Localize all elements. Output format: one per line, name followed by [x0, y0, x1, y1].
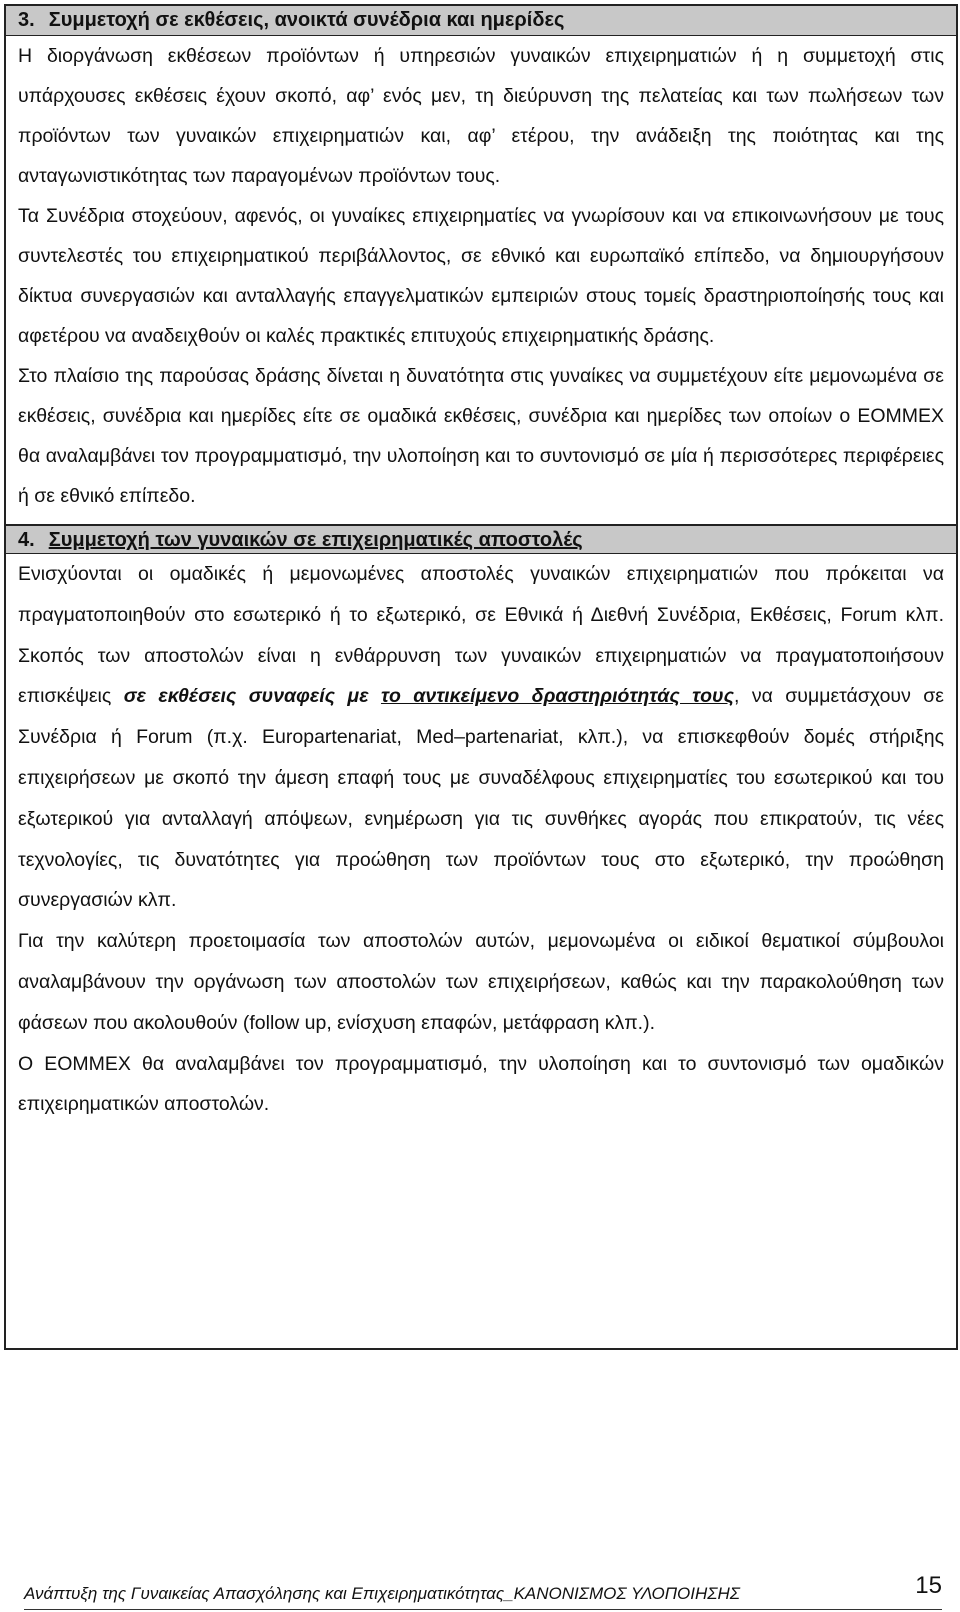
document-frame	[4, 4, 958, 1350]
section-4-emphasis-activity: το αντικείμενο δραστηριότητάς τους	[380, 685, 734, 708]
section-3-header	[6, 6, 956, 36]
footer-divider	[24, 1609, 942, 1610]
section-3-paragraph-1: Η διοργάνωση εκθέσεων προϊόντων ή υπηρεσιών γυναικών επιχειρηματιών ή η συμμετοχή στις υπάρχουσες εκθέσεις έχουν σκοπό, αφ’ ενός μεν, τη διεύρυνση της πελατείας και των πωλήσεων των προϊόντων των γυναικών επιχειρηματιών και, αφ’ ετέρου, την ανάδειξη της ποιότητας και της ανταγωνιστικότητας των παραγομένων προϊόντων τους.	[18, 45, 944, 187]
section-3-number: 3.	[18, 9, 35, 31]
section-3-body	[6, 36, 956, 524]
section-4-header	[6, 524, 956, 554]
section-4-paragraph-3: Ο ΕΟΜΜΕΧ θα αναλαμβάνει τον προγραμματισμό, την υλοποίηση και το συντονισμό των ομαδικών επιχειρηματικών αποστολών.	[18, 1052, 944, 1116]
page-footer	[24, 1570, 942, 1610]
section-3-title: Συμμετοχή σε εκθέσεις, ανοικτά συνέδρια και ημερίδες	[48, 9, 565, 31]
section-4-title: Συμμετοχή των γυναικών σε επιχειρηματικές αποστολές	[48, 529, 583, 551]
footer-title: Ανάπτυξη της Γυναικείας Απασχόλησης και Επιχειρηματικότητας_ΚΑΝΟΝΙΣΜΟΣ ΥΛΟΠΟΙΗΣΗΣ	[24, 1584, 740, 1603]
page-number: 15	[915, 1572, 942, 1599]
section-4-paragraph-2: Για την καλύτερη προετοιμασία των αποστολών αυτών, μεμονωμένα οι ειδικοί θεματικοί σύμβουλοι αναλαμβάνουν την οργάνωση των αποστολών των επιχειρήσεων, καθώς και την παρακολούθηση των φάσεων που ακολουθούν (follow up, ενίσχυση επαφών, μετάφραση κλπ.).	[18, 930, 944, 1034]
section-3-paragraph-2: Τα Συνέδρια στοχεύουν, αφενός, οι γυναίκες επιχειρηματίες να γνωρίσουν και να επικοινωνήσουν με τους συντελεστές του επιχειρηματικού περιβάλλοντος, σε εθνικό και ευρωπαϊκό επίπεδο, να δημιουργήσουν δίκτυα συνεργασιών και ανταλλαγής επαγγελματικών εμπειριών στους τομείς δραστηριοποίησής τους και αφετέρου να αναδειχθούν οι καλές πρακτικές επιτυχούς επιχειρηματικής δράσης.	[18, 205, 944, 347]
section-4-paragraph-1-start: Ενισχύονται οι ομαδικές ή μεμονωμένες αποστολές γυναικών επιχειρηματιών που πρόκειται να πραγματοποιηθούν στο εσωτερικό ή το εξωτερικό, σε Εθνικά ή Διεθνή Συνέδρια, Εκθέσεις, Forum κλπ. Σκοπός των αποστολών είναι η ενθάρρυνση των γυναικών επιχειρηματιών να πραγματοποιήσουν επισκέψεις	[18, 563, 944, 708]
section-4-number: 4.	[18, 529, 35, 551]
section-4-paragraph-1-end: , να συμμετάσχουν σε Συνέδρια ή Forum (π.χ. Europartenariat, Med–partenariat, κλπ.), να επισκεφθούν δομές στήριξης επιχειρήσεων με σκοπό την άμεση επαφή τους με συναδέλφους επιχειρηματίες του εσωτερικού και του εξωτερικού για ανταλλαγή απόψεων, ενημέρωση για τις συνθήκες αγοράς που επικρατούν, τις νέες τεχνολογίες, τις δυνατότητες για προώθηση των προϊόντων τους στο εξωτερικό, την προώθηση συνεργασιών κλπ.	[18, 685, 944, 912]
section-4-emphasis-exhibitions: σε εκθέσεις συναφείς με	[123, 685, 369, 708]
section-3-paragraph-3: Στο πλαίσιο της παρούσας δράσης δίνεται η δυνατότητα στις γυναίκες να συμμετέχουν είτε μεμονωμένα σε εκθέσεις, συνέδρια και ημερίδες είτε σε ομαδικά εκθέσεις, συνέδρια και ημερίδες των οποίων ο ΕΟΜΜΕΧ θα αναλαμβάνει τον προγραμματισμό, την υλοποίηση και το συντονισμό σε μία ή περισσότερες περιφέρειες ή σε εθνικό επίπεδο.	[18, 365, 944, 507]
section-4-paragraph-1	[18, 554, 944, 921]
section-4-body	[6, 554, 956, 1125]
